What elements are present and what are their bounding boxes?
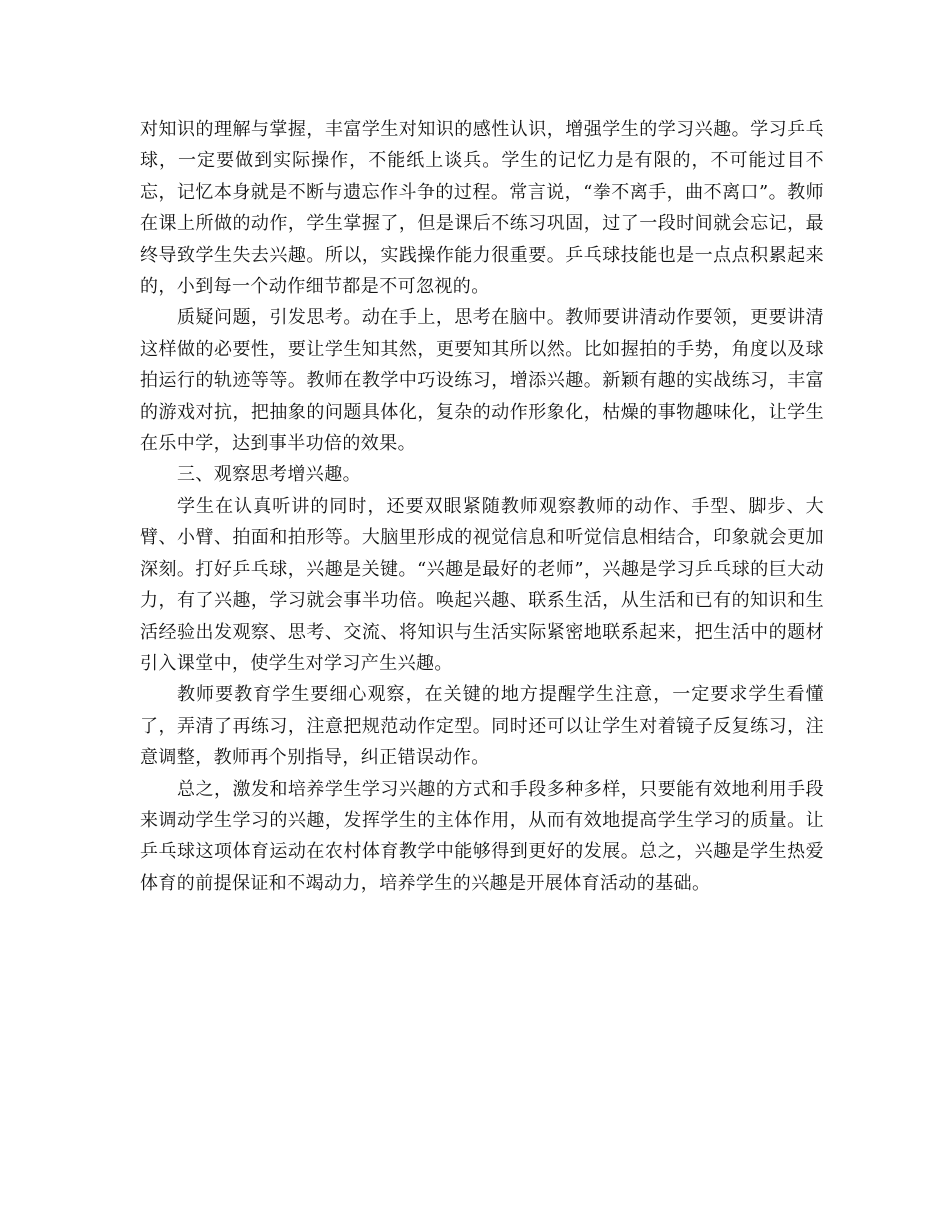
paragraph-observation: 学生在认真听讲的同时，还要双眼紧随教师观察教师的动作、手型、脚步、大臂、小臂、拍面和拍形等。大脑里形成的视觉信息和听觉信息相结合，印象就会更加深刻。打好乒乓球，兴趣是关键。“兴趣是最好的老师”，兴趣是学习乒乓球的巨大动力，有了兴趣，学习就会事半功倍。唤起兴趣、联系生活，从生活和已有的知识和生活经验出发观察、思考、交流、将知识与生活实际紧密地联系起来，把生活中的题材引入课堂中，使学生对学习产生兴趣。 <box>140 495 824 674</box>
section-heading-observation: 三、观察思考增兴趣。 <box>177 464 361 486</box>
paragraph-conclusion: 总之，激发和培养学生学习兴趣的方式和手段多种多样，只要能有效地利用手段来调动学生学习的兴趣，发挥学生的主体作用，从而有效地提高学生学习的质量。让乒乓球这项体育运动在农村体育教学中能够得到更好的发展。总之，兴趣是学生热爱体育的前提保证和不竭动力，培养学生的兴趣是开展体育活动的基础。 <box>140 778 824 894</box>
paragraph-careful-observation: 教师要教育学生要细心观察，在关键的地方提醒学生注意，一定要求学生看懂了，弄清了再练习，注意把规范动作定型。同时还可以让学生对着镜子反复练习，注意调整，教师再个别指导，纠正错误动作。 <box>140 684 824 769</box>
paragraph-continuation: 对知识的理解与掌握，丰富学生对知识的感性认识，增强学生的学习兴趣。学习乒乓球，一定要做到实际操作，不能纸上谈兵。学生的记忆力是有限的，不可能过目不忘，记忆本身就是不断与遗忘作斗争的过程。常言说，“拳不离手，曲不离口”。教师在课上所做的动作，学生掌握了，但是课后不练习巩固，过了一段时间就会忘记，最终导致学生失去兴趣。所以，实践操作能力很重要。乒乓球技能也是一点点积累起来的，小到每一个动作细节都是不可忽视的。 <box>140 119 824 298</box>
document-body <box>140 114 824 899</box>
paragraph-questioning: 质疑问题，引发思考。动在手上，思考在脑中。教师要讲清动作要领，更要讲清这样做的必要性，要让学生知其然，更要知其所以然。比如握拍的手势，角度以及球拍运行的轨迹等等。教师在教学中巧设练习，增添兴趣。新颖有趣的实战练习，丰富的游戏对抗，把抽象的问题具体化，复杂的动作形象化，枯燥的事物趣味化，让学生在乐中学，达到事半功倍的效果。 <box>140 307 824 455</box>
